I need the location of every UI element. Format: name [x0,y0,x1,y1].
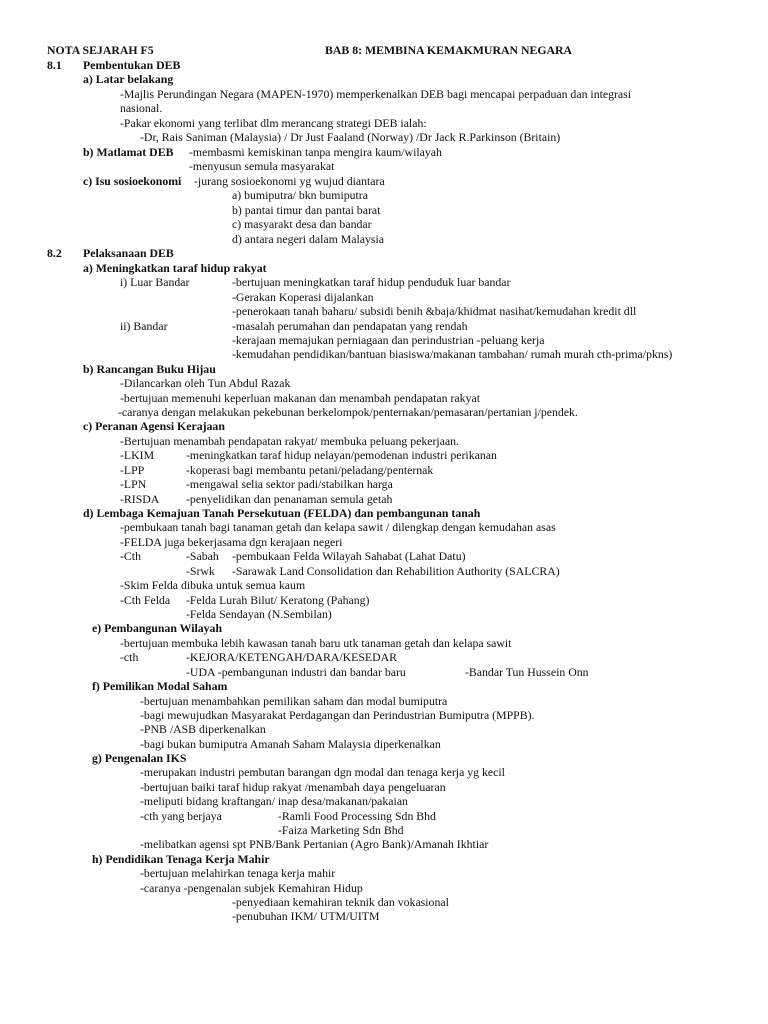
section-number-8-2: 8.2 [47,246,62,260]
text-line: -Felda Lurah Bilut/ Keratong (Pahang) [186,593,370,607]
list-item: a) bumiputra/ bkn bumiputra [232,188,368,202]
list-item: b) pantai timur dan pantai barat [232,203,381,217]
text-line: -PNB /ASB diperkenalkan [140,722,266,736]
text-line: -pembukaan tanah bagi tanaman getah dan kelapa sawit / dilengkap dengan kemudahan asas [120,520,556,534]
text-line: -Bertujuan menambah pendapatan rakyat/ membuka peluang pekerjaan. [120,434,460,448]
text-line: -meliputi bidang kraftangan/ inap desa/makanan/pakaian [140,794,408,808]
text-line: -kerajaan memajukan perniagaan dan perindustrian -peluang kerja [232,333,545,347]
text-line: -bertujuan menambahkan pemilikan saham dan modal bumiputra [140,694,448,708]
text-line: -meningkatkan taraf hidup nelayan/pemodenan industri perikanan [186,448,497,462]
section-title-8-2: Pelaksanaan DEB [83,246,174,260]
text-line: -bagi bukan bumiputra Amanah Saham Malaysia diperkenalkan [140,737,441,751]
label: i) Luar Bandar [120,275,190,289]
text-line: -bertujuan memenuhi keperluan makanan dan menambah pendapatan rakyat [120,391,480,405]
text-line: -mengawal selia sektor padi/stabilkan harga [186,477,393,491]
text-line: -penyediaan kemahiran teknik dan vokasional [232,895,449,909]
subheading: a) Meningkatkan taraf hidup rakyat [83,261,267,275]
text-line: -melibatkan agensi spt PNB/Bank Pertanian (Agro Bank)/Amanah Ikhtiar [140,837,489,851]
text-line: -caranya dengan melakukan pekebunan berkelompok/penternakan/pemasaran/pertanian j/pendek. [118,405,578,419]
subheading: b) Matlamat DEB [83,145,174,159]
subheading: a) Latar belakang [83,72,174,86]
text-line: -bertujuan membuka lebih kawasan tanah baru utk tanaman getah dan kelapa sawit [120,636,512,650]
subheading: b) Rancangan Buku Hijau [83,362,216,376]
text-line: -bagi mewujudkan Masyarakat Perdagangan dan Perindustrian Bumiputra (MPPB). [140,708,535,722]
label: -LKIM [120,448,155,462]
subheading: e) Pembangunan Wilayah [92,621,223,635]
text-line: -jurang sosioekonomi yg wujud diantara [194,174,385,188]
section-number-8-1: 8.1 [47,58,62,72]
label: -RISDA [120,492,160,506]
text-line: -KEJORA/KETENGAH/DARA/KESEDAR [186,650,398,664]
text-line: -penubuhan IKM/ UTM/UITM [232,909,380,923]
label: -cth yang berjaya [140,809,222,823]
text-line: -Majlis Perundingan Negara (MAPEN-1970) memperkenalkan DEB bagi mencapai perpaduan dan integrasi [120,87,632,101]
text-line: -FELDA juga bekerjasama dgn kerajaan negeri [120,535,343,549]
label: ii) Bandar [120,319,168,333]
text-line: -UDA -pembangunan industri dan bandar baru [186,665,406,679]
text-line: -Bandar Tun Hussein Onn [465,665,589,679]
label: -cth [120,650,139,664]
list-item: d) antara negeri dalam Malaysia [232,232,384,246]
label: -Srwk [186,564,215,578]
label: -Cth Felda [120,593,171,607]
text-line: -bertujuan meningkatkan taraf hidup penduduk luar bandar [232,275,511,289]
text-line: -Sarawak Land Consolidation dan Rehabilition Authority (SALCRA) [232,564,560,578]
header-left: NOTA SEJARAH F5 [47,43,154,57]
text-line: -Pakar ekonomi yang terlibat dlm merancang strategi DEB ialah: [120,116,427,130]
label: -Cth [120,549,141,563]
subheading: h) Pendidikan Tenaga Kerja Mahir [92,852,270,866]
text-line: -masalah perumahan dan pendapatan yang rendah [232,319,468,333]
list-item: c) masyarakt desa dan bandar [232,217,372,231]
text-line: -penyelidikan dan penanaman semula getah [186,492,393,506]
subheading: c) Isu sosioekonomi [83,174,182,188]
text-line: -Ramli Food Processing Sdn Bhd [278,809,436,823]
label: -Sabah [186,549,219,563]
text-line: -menyusun semula masyarakat [189,159,335,173]
section-title-8-1: Pembentukan DEB [83,58,181,72]
text-line: -Felda Sendayan (N.Sembilan) [186,607,332,621]
text-line: -caranya -pengenalan subjek Kemahiran Hidup [140,881,363,895]
text-line: -membasmi kemiskinan tanpa mengira kaum/wilayah [189,145,442,159]
text-line: -penerokaan tanah baharu/ subsidi benih &baja/khidmat nasihat/kemudahan kredit dll [232,304,637,318]
subheading: d) Lembaga Kemajuan Tanah Persekutuan (FELDA) dan pembangunan tanah [83,506,481,520]
text-line: -Dilancarkan oleh Tun Abdul Razak [120,376,291,390]
text-line: -bertujuan melahirkan tenaga kerja mahir [140,866,336,880]
text-line: -kemudahan pendidikan/bantuan biasiswa/makanan tambahan/ rumah murah cth-prima/pkns) [232,347,673,361]
text-line: nasional. [120,101,163,115]
header-right: BAB 8: MEMBINA KEMAKMURAN NEGARA [325,43,573,57]
label: -LPN [120,477,147,491]
text-line: -bertujuan baiki taraf hidup rakyat /menambah daya pengeluaran [140,780,446,794]
label: -LPP [120,463,145,477]
text-line: -Dr, Rais Saniman (Malaysia) / Dr Just Faaland (Norway) /Dr Jack R.Parkinson (Britain) [140,130,561,144]
text-line: -pembukaan Felda Wilayah Sahabat (Lahat Datu) [232,549,466,563]
subheading: g) Pengenalan IKS [92,751,187,765]
text-line: -Skim Felda dibuka untuk semua kaum [120,578,306,592]
text-line: -merupakan industri pembutan barangan dgn modal dan tenaga kerja yg kecil [140,765,505,779]
text-line: -koperasi bagi membantu petani/peladang/penternak [186,463,434,477]
text-line: -Faiza Marketing Sdn Bhd [278,823,404,837]
subheading: c) Peranan Agensi Kerajaan [83,419,225,433]
text-line: -Gerakan Koperasi dijalankan [232,290,374,304]
subheading: f) Pemilikan Modal Saham [92,679,228,693]
